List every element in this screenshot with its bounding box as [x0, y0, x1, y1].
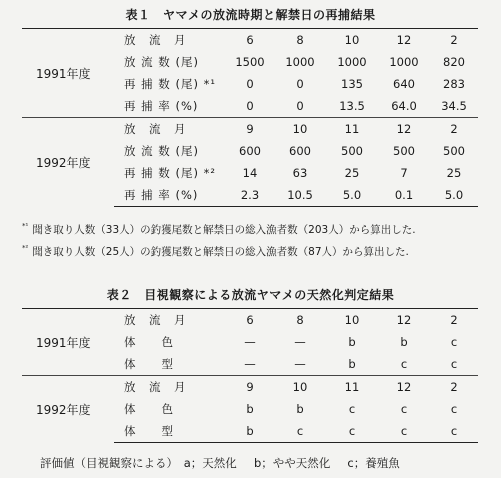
table-row	[22, 29, 478, 52]
row-label: 放 流 数 (尾)	[124, 55, 199, 69]
table-cell: 2	[430, 376, 478, 399]
row-label: 再 捕 数 (尾) *¹	[124, 77, 216, 91]
table-cell: 10	[326, 309, 378, 332]
table-cell: 600	[289, 144, 311, 158]
footnote-2	[22, 244, 409, 259]
table-row	[22, 118, 478, 141]
row-label: 再 捕 率 (%)	[114, 184, 226, 207]
table-cell: b	[226, 420, 274, 443]
table-cell: 12	[378, 29, 430, 52]
table-cell: 10	[274, 376, 326, 399]
table-cell: —	[244, 357, 256, 371]
table-cell: b	[246, 402, 254, 416]
table-cell: 820	[443, 55, 465, 69]
table-cell: 8	[274, 29, 326, 52]
table-cell: 34.5	[441, 99, 467, 113]
table-cell: 2	[430, 118, 478, 141]
table-cell: 9	[226, 376, 274, 399]
table-cell: 0.1	[378, 184, 430, 207]
table-cell: 0	[246, 99, 254, 113]
table1-title: 表１ ヤマメの放流時期と解禁日の再捕結果	[125, 8, 376, 22]
table-cell: 63	[292, 166, 308, 180]
row-label: 体 型	[114, 420, 226, 443]
table-cell: 25	[446, 166, 462, 180]
table-cell: 11	[326, 118, 378, 141]
group-year: 1991年度	[22, 309, 114, 376]
table-cell: 12	[378, 376, 430, 399]
table-cell: c	[400, 402, 408, 416]
table-cell: 6	[226, 309, 274, 332]
table-cell: 7	[400, 166, 408, 180]
table-cell: c	[348, 402, 356, 416]
table-cell: 0	[246, 77, 254, 91]
table-cell: 500	[341, 144, 363, 158]
footnote-1	[22, 222, 416, 237]
table-cell: 640	[393, 77, 415, 91]
table-cell: 11	[326, 376, 378, 399]
table-cell: 1000	[389, 55, 419, 69]
group-year: 1991年度	[22, 29, 114, 118]
table-cell: 2.3	[226, 184, 274, 207]
row-label: 再 捕 数 (尾) *²	[124, 166, 216, 180]
table-cell: 13.5	[339, 99, 365, 113]
group-year: 1992年度	[22, 376, 114, 443]
table-cell: 5.0	[430, 184, 478, 207]
table-cell: —	[294, 357, 306, 371]
table-cell: c	[450, 357, 458, 371]
footnote-mark: *¹	[22, 222, 29, 230]
table-cell: 5.0	[326, 184, 378, 207]
footnote-mark: *²	[22, 244, 29, 252]
table-cell: 1500	[235, 55, 265, 69]
row-label: 体 色	[124, 335, 174, 349]
table-cell: —	[244, 335, 256, 349]
table-cell: 135	[341, 77, 363, 91]
footnote-text: 聞き取り人数（33人）の釣獲尾数と解禁日の総入漁者数（203人）から算出した.	[32, 224, 416, 236]
table-cell: 12	[378, 309, 430, 332]
table-cell: c	[430, 420, 478, 443]
table-row	[22, 376, 478, 399]
table-cell: 25	[344, 166, 360, 180]
table-cell: 1000	[285, 55, 315, 69]
row-label: 放 流 月	[114, 376, 226, 399]
table-cell: 500	[443, 144, 465, 158]
table2-title: 表２ 目視観察による放流ヤマメの天然化判定結果	[106, 288, 395, 302]
table-cell: 6	[226, 29, 274, 52]
row-label: 放 流 月	[114, 29, 226, 52]
table-cell: b	[400, 335, 408, 349]
table-cell: c	[400, 357, 408, 371]
table-cell: 10	[274, 118, 326, 141]
table-cell: 500	[393, 144, 415, 158]
table-cell: 600	[239, 144, 261, 158]
table-cell: 0	[296, 77, 304, 91]
table-cell: 2	[430, 309, 478, 332]
table-cell: 2	[430, 29, 478, 52]
table-cell: 10	[326, 29, 378, 52]
table-cell: b	[348, 335, 356, 349]
table-cell: c	[378, 420, 430, 443]
table-cell: 283	[443, 77, 465, 91]
group-year: 1992年度	[22, 118, 114, 207]
table-cell: b	[296, 402, 304, 416]
row-label: 放 流 月	[114, 118, 226, 141]
table-cell: 9	[226, 118, 274, 141]
table-cell: b	[348, 357, 356, 371]
table-cell: c	[450, 402, 458, 416]
table-cell: c	[326, 420, 378, 443]
row-label: 再 捕 率 (%)	[124, 99, 199, 113]
table-cell: —	[294, 335, 306, 349]
table-cell: 14	[242, 166, 258, 180]
row-label: 体 色	[124, 402, 174, 416]
table2	[22, 308, 478, 443]
footnote-text: 聞き取り人数（25人）の釣獲尾数と解禁日の総入漁者数（87人）から算出した.	[32, 246, 409, 258]
table-cell: c	[274, 420, 326, 443]
table-cell: 0	[296, 99, 304, 113]
row-label: 放 流 数 (尾)	[124, 144, 199, 158]
table-cell: c	[450, 335, 458, 349]
table-cell: 8	[274, 309, 326, 332]
table-cell: 12	[378, 118, 430, 141]
table-cell: 64.0	[391, 99, 417, 113]
table1	[22, 28, 478, 207]
table-row	[22, 309, 478, 332]
table-cell: 10.5	[274, 184, 326, 207]
evaluation-legend: 評価値（目視観察による） a；天然化 b；やや天然化 c；養殖魚	[40, 456, 400, 470]
row-label: 体 型	[124, 357, 174, 371]
table-cell: 1000	[337, 55, 367, 69]
row-label: 放 流 月	[114, 309, 226, 332]
